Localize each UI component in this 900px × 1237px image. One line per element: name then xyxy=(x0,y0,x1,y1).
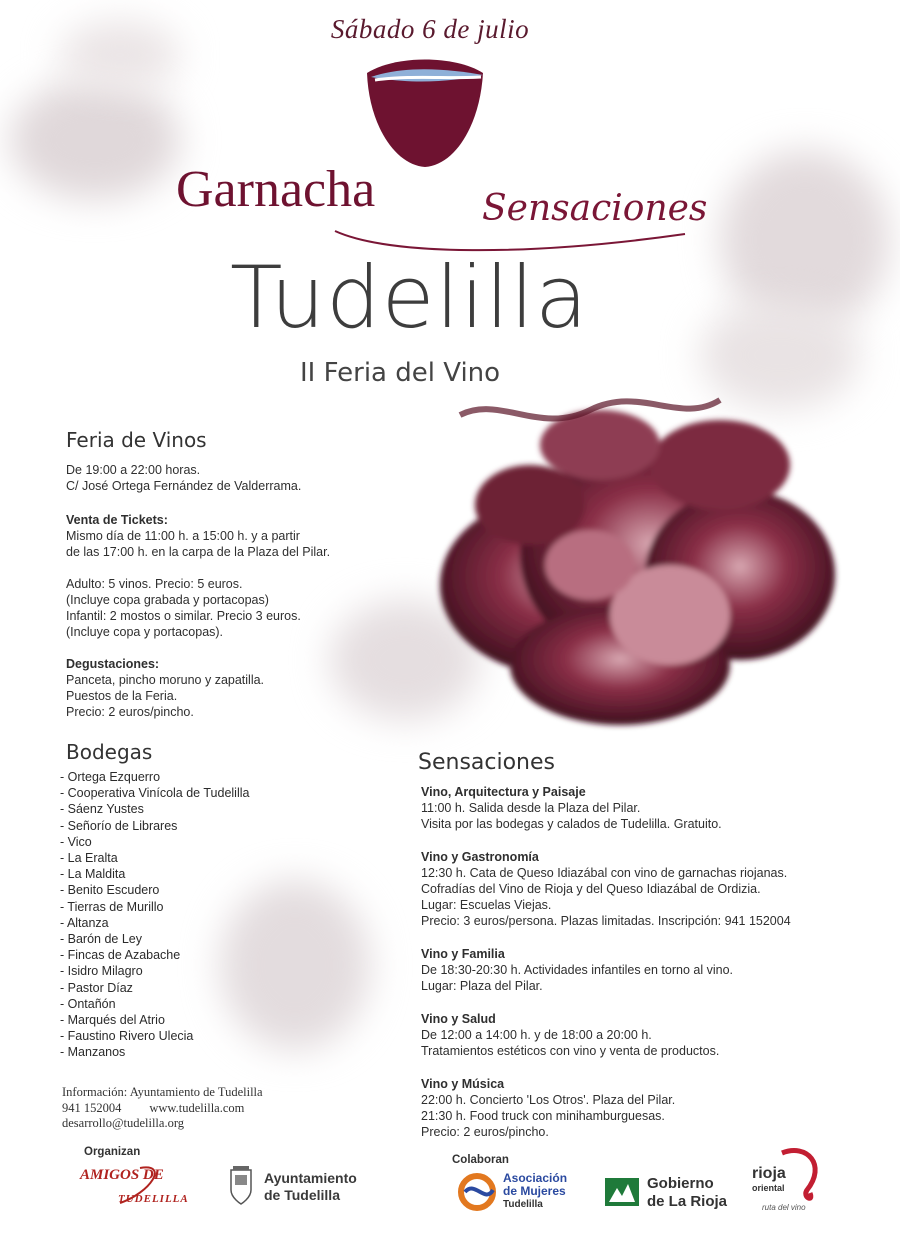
rioja-logo-line: oriental xyxy=(752,1183,785,1193)
feria-schedule-line: De 19:00 a 22:00 horas. xyxy=(66,463,201,477)
price-line: (Incluye copa y portacopas). xyxy=(66,625,224,639)
gobierno-rioja-logo xyxy=(603,1172,728,1215)
bodega-item: - Barón de Ley xyxy=(60,932,142,947)
coat-of-arms-icon xyxy=(228,1166,254,1206)
prices-block xyxy=(66,576,301,640)
asociacion-logo-line: de Mujeres xyxy=(503,1184,566,1198)
asociacion-logo-line: Asociación xyxy=(503,1171,568,1185)
sensacion-group-title: Vino, Arquitectura y Paisaje xyxy=(421,785,586,799)
rioja-logo-line: rioja xyxy=(752,1165,786,1182)
wine-glass-logo xyxy=(355,55,495,185)
asociacion-swirl-icon xyxy=(455,1172,499,1212)
sensacion-group-line: Cofradías del Vino de Rioja y del Queso Idiazábal de Ordizia. xyxy=(421,882,761,896)
bodega-item: - Ontañón xyxy=(60,996,116,1011)
amigos-logo-bottom: TUDELILLA xyxy=(118,1193,189,1205)
info-label: Información: Ayuntamiento de Tudelilla xyxy=(62,1085,263,1099)
ayuntamiento-logo xyxy=(228,1166,357,1211)
brand-garnacha: Garnacha xyxy=(176,161,376,218)
feria-section xyxy=(66,428,207,452)
sensacion-group-title: Vino y Gastronomía xyxy=(421,850,539,864)
tastings-block xyxy=(66,656,264,720)
sensacion-group-title: Vino y Salud xyxy=(421,1012,496,1026)
bodega-item: - La Maldita xyxy=(60,867,126,882)
sensacion-group-line: Lugar: Escuelas Viejas. xyxy=(421,898,552,912)
town-title: Tudelilla xyxy=(230,248,589,348)
bodega-item: - Sáenz Yustes xyxy=(60,802,144,817)
ayuntamiento-logo-line: de Tudelilla xyxy=(264,1187,340,1203)
amigos-logo-swirl xyxy=(80,1163,210,1213)
sensacion-group-line: 22:00 h. Concierto 'Los Otros'. Plaza del Pilar. xyxy=(421,1093,676,1107)
bodega-item: - Pastor Díaz xyxy=(60,980,133,995)
bodega-item: - Fincas de Azabache xyxy=(60,948,181,963)
price-line: (Incluye copa grabada y portacopas) xyxy=(66,593,269,607)
rioja-logo-line: ruta del vino xyxy=(762,1203,806,1212)
price-line: Adulto: 5 vinos. Precio: 5 euros. xyxy=(66,577,243,591)
sensaciones-groups xyxy=(421,784,881,1157)
info-web[interactable]: www.tudelilla.com xyxy=(149,1100,245,1115)
feria-schedule-line: C/ José Ortega Fernández de Valderrama. xyxy=(66,479,302,493)
tickets-title: Venta de Tickets: xyxy=(66,513,168,527)
brand-sensaciones: Sensaciones xyxy=(482,188,708,229)
tastings-line: Panceta, pincho moruno y zapatilla. xyxy=(66,673,265,687)
bodega-item: - Tierras de Murillo xyxy=(60,899,164,914)
tastings-title: Degustaciones: xyxy=(66,657,160,671)
sensaciones-title: Sensaciones xyxy=(418,750,555,775)
sensacion-group xyxy=(421,1076,881,1140)
asociacion-mujeres-logo xyxy=(455,1171,568,1217)
sensacion-group-line: De 18:30-20:30 h. Actividades infantiles en torno al vino. xyxy=(421,963,734,977)
sensacion-group-line: 11:00 h. Salida desde la Plaza del Pilar. xyxy=(421,801,641,815)
sensacion-group-line: Visita por las bodegas y calados de Tudelilla. Gratuito. xyxy=(421,817,722,831)
colaboran-label: Colaboran xyxy=(452,1154,509,1166)
gobierno-logo-line: de La Rioja xyxy=(647,1193,728,1210)
amigos-logo-top: AMIGOS DE xyxy=(80,1167,164,1183)
sensacion-group-line: 12:30 h. Cata de Queso Idiazábal con vino de garnachas riojanas. xyxy=(421,866,788,880)
bodega-item: - La Eralta xyxy=(60,851,118,866)
event-date: Sábado 6 de julio xyxy=(330,14,530,44)
bodega-item: - Marqués del Atrio xyxy=(60,1013,165,1028)
sensacion-group-line: Tratamientos estéticos con vino y venta de productos. xyxy=(421,1044,720,1058)
bodega-item: - Señorío de Librares xyxy=(60,818,178,833)
wine-ink-cloud-image xyxy=(420,385,860,745)
gobierno-rioja-icon xyxy=(603,1172,641,1210)
gobierno-logo-line: Gobierno xyxy=(647,1175,714,1192)
bodegas-list xyxy=(60,769,249,1061)
tastings-line: Puestos de la Feria. xyxy=(66,689,178,703)
price-line: Infantil: 2 mostos o similar. Precio 3 euros. xyxy=(66,609,301,623)
tickets-line: de las 17:00 h. en la carpa de la Plaza del Pilar. xyxy=(66,545,331,559)
info-block xyxy=(62,1085,263,1132)
bodega-item: - Ortega Ezquerro xyxy=(60,770,161,784)
bodega-item: - Benito Escudero xyxy=(60,883,160,898)
feria-schedule xyxy=(66,462,301,494)
sensacion-group-line: Lugar: Plaza del Pilar. xyxy=(421,979,543,993)
info-email[interactable]: desarrollo@tudelilla.org xyxy=(62,1116,185,1130)
bodega-item: - Altanza xyxy=(60,915,109,930)
sensacion-group xyxy=(421,784,881,832)
info-phone: 941 152004 xyxy=(62,1100,122,1115)
sensacion-group-line: 21:30 h. Food truck con minihamburguesas. xyxy=(421,1109,665,1123)
event-subtitle: II Feria del Vino xyxy=(300,358,501,388)
tastings-line: Precio: 2 euros/pincho. xyxy=(66,705,194,719)
sensacion-group-title: Vino y Familia xyxy=(421,947,505,961)
bodegas-section xyxy=(66,740,152,764)
organizan-label: Organizan xyxy=(84,1146,141,1158)
feria-title: Feria de Vinos xyxy=(66,428,207,452)
bodega-item: - Isidro Milagro xyxy=(60,964,143,979)
sensaciones-section xyxy=(418,750,555,775)
asociacion-logo-line: Tudelilla xyxy=(503,1199,543,1210)
rioja-oriental-logo xyxy=(752,1145,832,1220)
tickets-block xyxy=(66,512,330,560)
ayuntamiento-logo-line: Ayuntamiento xyxy=(264,1170,357,1186)
sensacion-group xyxy=(421,849,881,929)
bodega-item: - Faustino Rivero Ulecia xyxy=(60,1029,194,1044)
tickets-line: Mismo día de 11:00 h. a 15:00 h. y a partir xyxy=(66,529,300,543)
sensacion-group xyxy=(421,946,881,994)
amigos-de-tudelilla-logo xyxy=(80,1163,210,1213)
sensacion-group-line: Precio: 3 euros/persona. Plazas limitadas. Inscripción: 941 152004 xyxy=(421,914,791,928)
bodega-item: - Cooperativa Vinícola de Tudelilla xyxy=(60,786,250,801)
smoke-decoration xyxy=(10,80,180,200)
bodega-item: - Manzanos xyxy=(60,1045,126,1060)
sensacion-group-title: Vino y Música xyxy=(421,1077,505,1091)
sensacion-group-line: Precio: 2 euros/pincho. xyxy=(421,1125,549,1139)
sensacion-group xyxy=(421,1011,881,1059)
bodega-item: - Vico xyxy=(60,834,92,849)
bodegas-title: Bodegas xyxy=(66,740,153,764)
sensacion-group-line: De 12:00 a 14:00 h. y de 18:00 a 20:00 h. xyxy=(421,1028,652,1042)
